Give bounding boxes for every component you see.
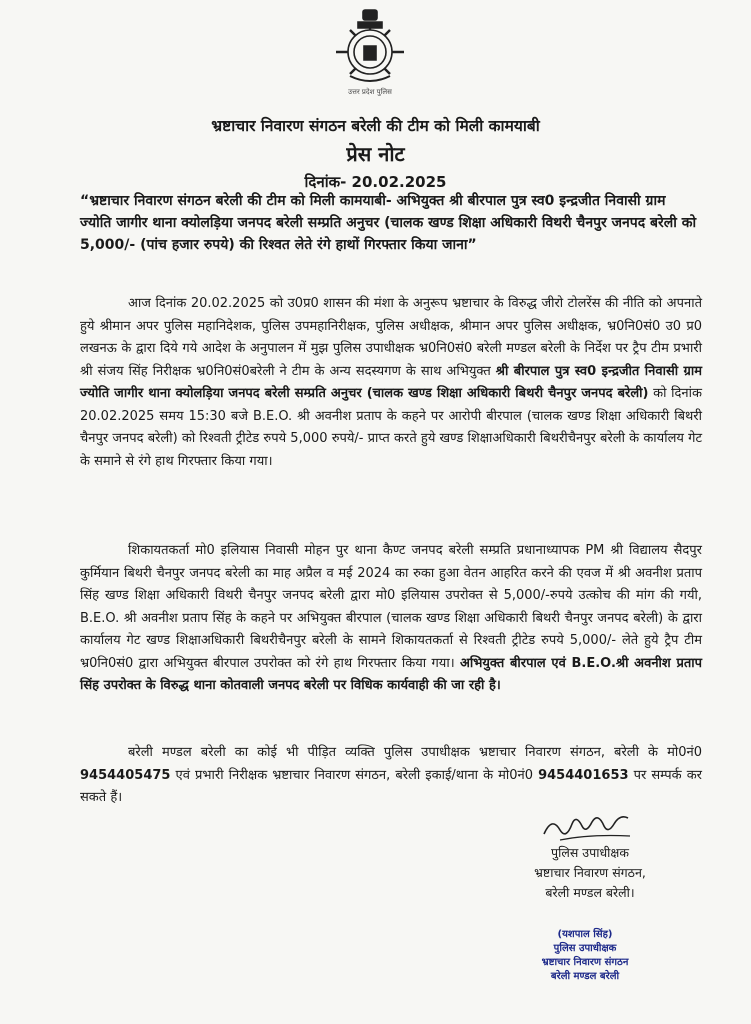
summary-bold-amount: को 5,000/- (पांच हजार रुपये) की रिश्वत लेते रंगे हाथों गिरफ्तार किया जाना” [80, 215, 697, 253]
paragraph-contact [80, 742, 702, 810]
handwritten-signature [540, 810, 640, 846]
official-stamp [520, 928, 650, 984]
emblem-caption: उत्तर प्रदेश पुलिस [348, 88, 392, 96]
phone-number-1: 9454405475 [80, 767, 171, 783]
signatory-designation: पुलिस उपाधीक्षक [551, 845, 629, 860]
summary-paragraph [80, 190, 700, 256]
para1-accused-bold: श्री बीरपाल पुत्र स्व0 इन्द्रजीत निवासी ग्राम ज्योति जागीर थाना क्योलड़िया जनपद बरेली सम्प्रति अनुचर (चालक खण्ड शिक्षा अधिकारी बिथरी चैनपुर जनपद बरेली) [80, 363, 702, 401]
signatory-org: भ्रष्टाचार निवारण संगठन, [534, 865, 646, 880]
stamp-designation: पुलिस उपाधीक्षक [553, 943, 617, 954]
paragraph-arrest-details [80, 293, 702, 473]
press-note-title: प्रेस नोट [346, 142, 405, 166]
date-line: दिनांक- 20.02.2025 [304, 173, 447, 191]
para1-text-a: आज दिनांक 20.02.2025 को उ0प्र0 शासन की मंशा के अनुरूप भ्रष्टाचार के विरुद्ध जीरो टोलरेंस की नीति को अपनाते हुये श्रीमान अपर पुलिस महानिदेशक, पुलिस उपमहानिरीक्षक, पुलिस अधीक्षक, श्रीमान अपर पुलिस अधीक्षक, भ्र0नि0सं0 उ0 प्र0 लखनऊ के द्वारा दिये गये आदेश के अनुपालन में मुझ पुलिस उपाधीक्षक भ्र0नि0सं0 बरेली मण्डल बरेली के निर्देश पर ट्रैप टीम प्रभारी श्री संजय सिंह निरीक्षक भ्र0नि0सं0बरेली ने टीम के अन्य सदस्यगण के साथ अभियुक्त [80, 296, 702, 379]
summary-bold-text: “भ्रष्टाचार निवारण संगठन बरेली की टीम को मिली कामयाबी- अभियुक्त श्री बीरपाल पुत्र स्व0 इन्द्रजीत निवासी ग्राम ज्योति जागीर थाना क्योलड़िया जनपद बरेली सम्प्रति अनुचर (चालक खण्ड शिक्षा अधिकारी विथरी चैनपुर जनपद बरेली [80, 193, 677, 231]
para3-text-c: पर सम्पर्क कर सकते हैं। [80, 767, 702, 805]
para1-text-c: को दिनांक 20.02.2025 समय 15:30 बजे B.E.O. श्री अवनीश प्रताप के कहने पर आरोपी बीरपाल (चालक खण्ड शिक्षा अधिकारी बिथरी चैनपुर जनपद बरेली) को रिश्वती ट्रीटेड रुपये 5,000 रुपये/- प्राप्त करते हुये खण्ड शिक्षाअधिकारी बिथरीचैनपुर बरेली के कार्यालय गेट के समाने से रंगे हाथ गिरफ्तार किया गया। [80, 386, 702, 469]
signature-block [505, 843, 675, 903]
stamp-region: बरेली मण्डल बरेली [550, 971, 620, 982]
signatory-region: बरेली मण्डल बरेली। [545, 885, 635, 900]
para3-text-b: एवं प्रभारी निरीक्षक भ्रष्टाचार निवारण संगठन, बरेली इकाई/थाना के मो0नं0 [170, 767, 539, 783]
para3-text-a: बरेली मण्डल बरेली का कोई भी पीड़ित व्यक्ति पुलिस उपाधीक्षक भ्रष्टाचार निवारण संगठन, बरेली के मो0नं0 [128, 745, 702, 760]
stamp-org: भ्रष्टाचार निवारण संगठन [541, 957, 629, 968]
stamp-name: (यशपाल सिंह) [557, 929, 613, 940]
phone-number-2: 9454401653 [538, 767, 629, 783]
para2-text-a: शिकायतकर्ता मो0 इलियास निवासी मोहन पुर थाना कैण्ट जनपद बरेली सम्प्रति प्रधानाध्यापक PM श्री विद्यालय सैदपुर कुर्मियान बिथरी चैनपुर जनपद बरेली का माह अप्रैल व मई 2024 का रुका हुआ वेतन आहरित करने की एवज में श्री अवनीश प्रताप सिंह खण्ड शिक्षा अधिकारी विथरी चैनपुर जनपद बरेली द्वारा मो0 इलियास उपरोक्त से 5,000/-रुपये उत्कोच की मांग की गयी, B.E.O. श्री अवनीश प्रताप सिंह के कहने पर अभियुक्त बीरपाल (चालक खण्ड शिक्षा अधिकारी बिथरी चैनपुर जनपद बरेली) के द्वारा कार्यालय गेट खण्ड शिक्षाअधिकारी बिथरीचैनपुर बरेली के सामने शिकायतकर्ता से रिश्वती ट्रीटेड रुपये 5,000/- लेते हुये ट्रैप टीम भ्र0नि0सं0 द्वारा अभियुक्त बीरपाल उपरोक्त को रंगे हाथ गिरफ्तार किया गया। [80, 543, 702, 671]
paragraph-complaint-details [80, 540, 702, 698]
para2-action-bold: अभियुक्त बीरपाल एवं B.E.O.श्री अवनीश प्रताप सिंह उपरोक्त के विरुद्ध थाना कोतवाली जनपद बरेली पर विधिक कार्यवाही की जा रही है। [80, 655, 703, 693]
headline: भ्रष्टाचार निवारण संगठन बरेली की टीम को मिली कामयाबी [211, 117, 540, 135]
